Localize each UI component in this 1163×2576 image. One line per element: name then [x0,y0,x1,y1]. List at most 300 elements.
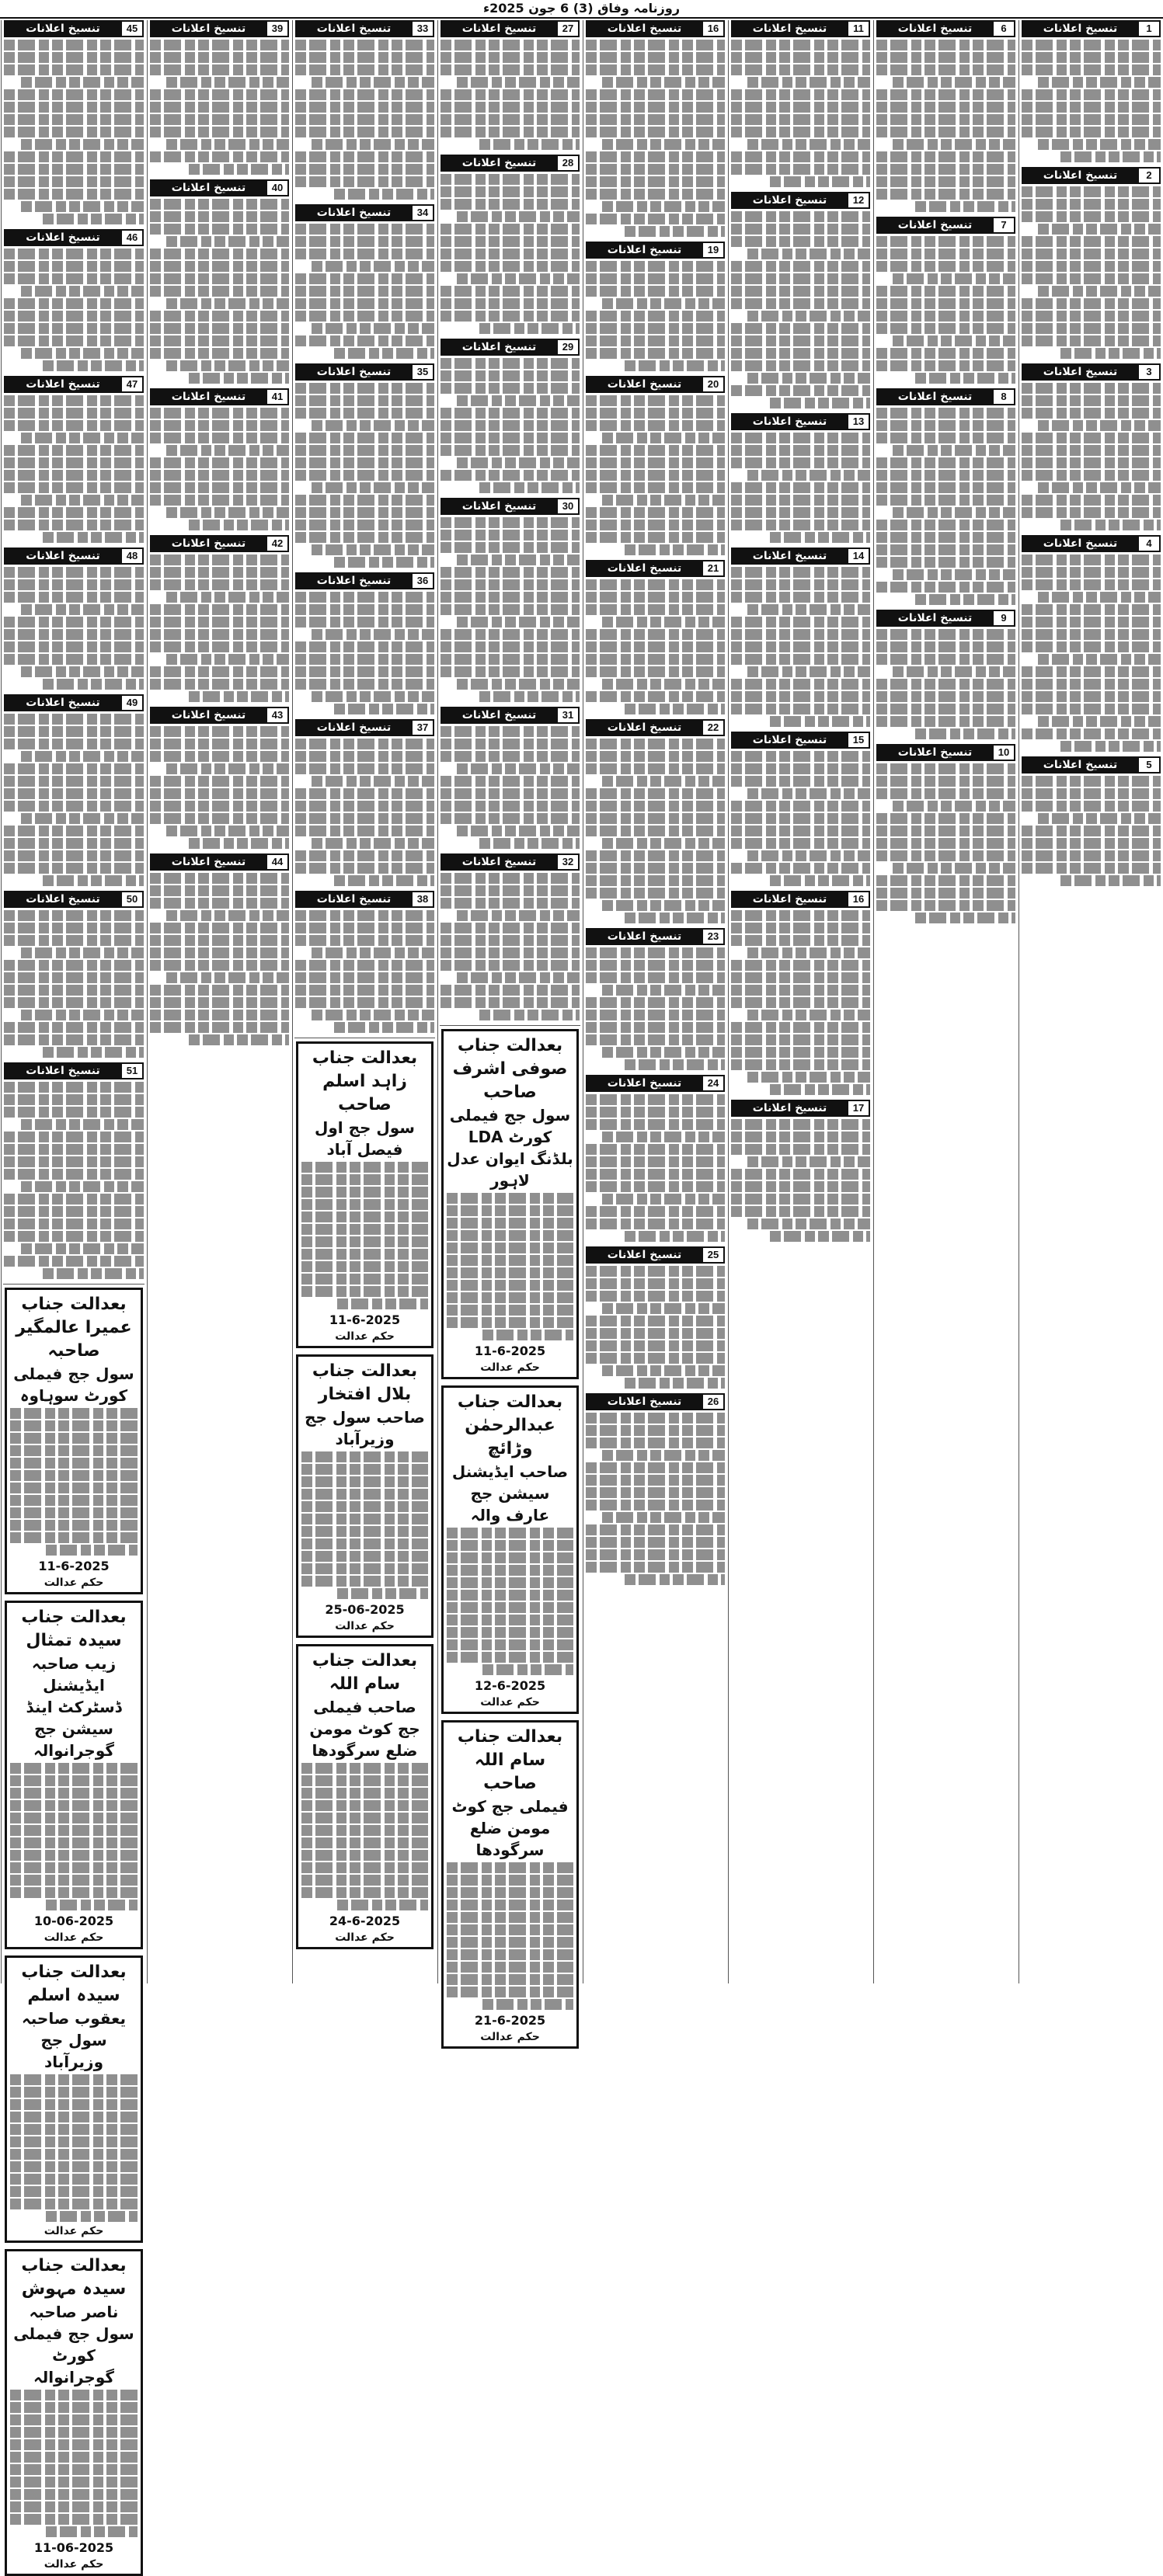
ad-header [150,535,289,552]
text-line [731,1047,870,1058]
classified-ad [150,179,289,384]
text-line [876,176,1015,187]
classified-ad [1022,167,1161,359]
text-line [312,1010,434,1020]
text-line [1022,801,1161,812]
text-line [479,838,580,849]
text-line [10,1862,138,1873]
ad-body-text [440,358,580,493]
text-line [1022,335,1161,346]
ad-number: 12 [848,193,869,207]
ad-header [295,204,434,221]
ad-body-text [4,1082,144,1279]
text-line [915,373,1015,384]
text-line [10,1763,138,1774]
classified-ad [440,707,580,849]
text-line [312,629,434,640]
ad-header [4,1062,144,1079]
ad-header [731,413,870,430]
text-line [876,189,1015,200]
text-line [150,420,289,431]
text-line [876,520,1015,530]
text-line [440,420,580,431]
text-line [4,249,144,259]
notice-court: سول جج فیملی کورٹ سوہاوہ [13,1364,134,1405]
text-line [731,164,870,175]
classified-ad [4,548,144,690]
classified-ad [586,719,725,923]
classified-ad [295,204,434,359]
text-line [4,776,144,787]
text-line [457,763,580,774]
text-line [150,666,289,677]
text-line [602,433,725,443]
text-line [189,1034,289,1045]
text-line [295,863,434,874]
text-line [1022,211,1161,222]
text-line [301,1224,428,1235]
text-line [312,691,434,702]
text-line [1022,604,1161,615]
notice-title: بعدالت جناب عبدالرحمٰن وڑائچ [457,1392,563,1458]
text-line [1022,728,1161,739]
text-line [457,77,580,88]
ad-header [731,20,870,37]
ad-label: تنسیخ اعلانات [752,893,827,906]
text-line [46,2526,138,2537]
classified-ad [295,572,434,714]
text-line [301,1274,428,1285]
notice-court: سول جج فیملی کورٹ LDA بلڈنگ ایوان عدل لاہور [447,1106,573,1190]
text-line [586,176,725,187]
ad-number: 37 [413,721,433,735]
text-line [10,2464,138,2475]
classified-ad [586,1075,725,1242]
text-line [301,1489,428,1500]
text-line [731,1194,870,1205]
text-line [150,885,289,896]
ad-label: تنسیخ اعلانات [171,182,246,194]
text-line [334,875,434,886]
text-line [625,704,725,714]
ad-number: 8 [994,390,1014,404]
ad-header [150,707,289,724]
text-line [440,470,580,481]
text-line [731,1119,870,1130]
classified-ad [1022,363,1161,530]
ad-header [1022,20,1161,37]
text-line [4,910,144,921]
text-line [295,445,434,456]
text-line [731,52,870,63]
ad-header [586,20,725,37]
text-line [4,1156,144,1167]
ad-body-text [4,40,144,224]
text-line [312,776,434,787]
text-line [602,1450,725,1461]
text-line [21,1181,144,1192]
text-line [440,261,580,272]
court-notice [5,2249,143,2576]
ad-label: تنسیخ اعلانات [461,709,537,721]
text-line [295,395,434,406]
text-line [602,298,725,309]
text-line [440,813,580,824]
ad-body-text [586,579,725,714]
text-line [4,1082,144,1093]
notice-signature: حکم عدالت [335,1931,395,1944]
text-line [4,1107,144,1118]
notice-title: بعدالت جناب سام اللہ [312,1651,418,1694]
classified-ad [586,20,725,237]
text-line [731,579,870,590]
text-line [295,910,434,921]
text-line [731,495,870,506]
ad-label: تنسیخ اعلانات [26,378,100,391]
text-line [876,679,1015,690]
classified-ad [4,20,144,224]
text-line [150,617,289,627]
ad-number: 25 [703,1248,723,1262]
text-line [731,1144,870,1155]
ad-number: 2 [1139,169,1159,183]
ad-body-text [586,40,725,237]
text-line [586,64,725,75]
text-line [150,813,289,824]
text-line [295,641,434,652]
text-line [166,139,289,150]
text-line [4,323,144,334]
text-line [602,1194,725,1205]
text-line [731,1206,870,1217]
notice-court: یعقوب صاحبہ سول جج وزیرآباد [22,2009,126,2071]
text-line [731,298,870,309]
text-line [4,1094,144,1105]
ad-label: تنسیخ اعلانات [461,500,537,513]
ad-header [1022,363,1161,381]
text-line [586,1524,725,1535]
text-line [1060,151,1161,162]
ad-label: تنسیخ اعلانات [897,219,973,231]
text-line [731,1181,870,1192]
ad-label: تنسیخ اعلانات [461,23,537,35]
text-line [4,1231,144,1242]
ad-number: 40 [267,181,287,195]
text-line [150,311,289,322]
text-line [876,763,1015,774]
text-line [43,532,144,543]
text-line [301,1514,428,1524]
text-line [602,838,725,849]
text-line [731,838,870,849]
text-line [1060,520,1161,530]
text-line [4,457,144,468]
text-line [479,1010,580,1020]
ad-body-text [4,567,144,690]
notice-court: زیب صاحبہ ایڈیشنل ڈسٹرکٹ اینڈ سیشن جج گوجرانوالہ [26,1654,122,1760]
text-line [1022,776,1161,787]
text-line [586,1537,725,1548]
text-line [747,1156,870,1167]
text-line [150,52,289,63]
text-line [295,52,434,63]
classified-ad [150,853,289,1045]
text-line [21,139,144,150]
text-line [586,323,725,334]
ad-label: تنسیخ اعلانات [316,23,392,35]
text-line [150,348,289,359]
notice-date: 12-6-2025 [474,1678,546,1693]
text-line [586,1425,725,1436]
column-6 [292,20,437,1983]
text-line [301,1563,428,1574]
text-line [150,751,289,762]
text-line [602,1365,725,1376]
ad-number: 42 [267,537,287,551]
ad-body-text [586,1413,725,1585]
text-line [295,985,434,996]
text-line [586,1437,725,1448]
text-line [876,788,1015,799]
text-line [150,224,289,235]
text-line [586,189,725,200]
text-line [295,679,434,690]
text-line [1022,445,1161,456]
ad-number: 28 [558,156,578,170]
notice-title: بعدالت جناب سام اللہ صاحب [457,1727,563,1793]
text-line [440,641,580,652]
notice-title: بعدالت جناب سیدہ اسلم [21,1962,127,2005]
ad-body-text [731,433,870,543]
text-line [46,1545,138,1556]
text-line [4,114,144,125]
text-line [731,102,870,113]
text-line [586,960,725,971]
text-line [876,64,1015,75]
text-line [625,1059,725,1070]
text-line [301,1875,428,1886]
text-line [295,960,434,971]
text-line [586,445,725,456]
text-line [295,249,434,259]
text-line [4,960,144,971]
text-line [4,985,144,996]
text-line [440,923,580,933]
text-line [301,1775,428,1786]
text-line [457,395,580,406]
text-line [731,910,870,921]
text-line [1022,629,1161,640]
text-line [586,1500,725,1510]
text-line [586,273,725,284]
text-line [1038,813,1161,824]
text-line [4,311,144,322]
newspaper-masthead: روزنامہ وفاق (3) 6 جون 2025ء [0,0,1163,19]
notice-court: صاحب فیملی جج کوٹ مومن ضلع سرگودھا [309,1698,420,1760]
text-line [731,1059,870,1070]
ad-label: تنسیخ اعلانات [171,391,246,403]
text-line [602,900,725,911]
ad-label: تنسیخ اعلانات [752,194,827,207]
ad-body-text [4,910,144,1058]
text-line [1038,286,1161,297]
text-line [1038,482,1161,493]
text-line [312,544,434,555]
text-line [301,1162,428,1173]
text-line [747,77,870,88]
ad-body-text [586,1266,725,1389]
text-line [150,947,289,958]
ad-header [586,928,725,945]
ad-body-text [1022,186,1161,359]
ad-header [4,694,144,711]
ad-number: 26 [703,1395,723,1409]
ad-label: تنسیخ اعلانات [26,697,100,709]
text-line [166,445,289,456]
classified-ad [150,707,289,849]
text-line [295,470,434,481]
text-line [731,935,870,946]
text-line [440,726,580,737]
text-line [586,801,725,812]
text-line [43,360,144,371]
ad-number: 1 [1139,22,1159,36]
notice-signature: حکم عدالت [335,1330,395,1343]
text-line [447,1292,573,1303]
text-line [166,77,289,88]
text-line [4,714,144,725]
text-line [150,873,289,884]
text-line [731,1034,870,1045]
text-line [747,604,870,615]
text-line [876,826,1015,836]
text-line [301,1850,428,1861]
text-line [312,420,434,431]
text-line [586,1169,725,1180]
text-line [440,604,580,615]
text-line [1022,52,1161,63]
classified-ad [150,388,289,530]
text-line [586,1462,725,1473]
text-line [586,1119,725,1130]
ad-body-text [731,910,870,1095]
text-line [4,507,144,518]
text-line [586,863,725,874]
classified-ad [731,20,870,187]
text-line [440,898,580,909]
text-line [4,151,144,162]
text-line [876,89,1015,100]
text-line [447,1627,573,1638]
ad-label: تنسیخ اعلانات [607,378,682,391]
classified-ad [150,535,289,702]
text-line [4,641,144,652]
ad-header [4,229,144,246]
ad-header [1022,167,1161,184]
text-line [295,604,434,615]
text-line [893,801,1015,812]
classified-ad [876,744,1015,923]
text-line [4,726,144,737]
notice-body-text [10,2390,138,2537]
text-line [4,1194,144,1205]
text-line [447,1949,573,1960]
text-line [731,1022,870,1033]
ad-number: 11 [848,22,869,36]
text-line [876,433,1015,443]
ad-label: تنسیخ اعلانات [461,341,537,353]
text-line [4,482,144,493]
ad-number: 10 [994,746,1014,760]
text-line [150,273,289,284]
text-line [4,617,144,627]
ad-number: 41 [267,390,287,404]
text-line [731,654,870,665]
text-line [301,1501,428,1512]
ad-label: تنسیخ اعلانات [897,746,973,759]
ad-number: 33 [413,22,433,36]
text-line [586,1328,725,1339]
text-line [447,1317,573,1328]
text-line [295,923,434,933]
text-line [586,629,725,640]
ad-label: تنسیخ اعلانات [1043,366,1118,378]
text-line [447,1255,573,1266]
ad-body-text [4,249,144,371]
text-line [447,1552,573,1563]
text-line [447,1218,573,1229]
notice-signature: حکم عدالت [44,2225,104,2237]
text-line [586,151,725,162]
classified-ad [295,891,434,1033]
court-notice [5,1288,143,1594]
ad-number: 20 [703,377,723,391]
text-line [447,1615,573,1625]
text-line [10,2390,138,2400]
text-line [625,360,725,371]
text-line [770,176,870,187]
ad-body-text [295,739,434,886]
text-line [337,1588,428,1599]
text-line [4,592,144,603]
text-line [447,1243,573,1253]
column-1 [1018,20,1163,1983]
ad-header [295,719,434,736]
text-line [295,64,434,75]
text-line [731,1132,870,1142]
text-line [337,1900,428,1910]
text-line [731,348,870,359]
text-line [312,77,434,88]
text-line [586,482,725,493]
text-line [602,985,725,996]
text-line [295,102,434,113]
text-line [731,592,870,603]
text-line [4,1218,144,1229]
text-line [295,997,434,1008]
text-line [586,1413,725,1424]
text-line [334,704,434,714]
text-line [747,1010,870,1020]
text-line [440,383,580,394]
text-line [440,579,580,590]
text-line [21,201,144,212]
text-line [586,348,725,359]
text-line [586,888,725,899]
text-line [150,554,289,565]
text-line [731,567,870,578]
ad-label: تنسیخ اعلانات [607,23,682,35]
